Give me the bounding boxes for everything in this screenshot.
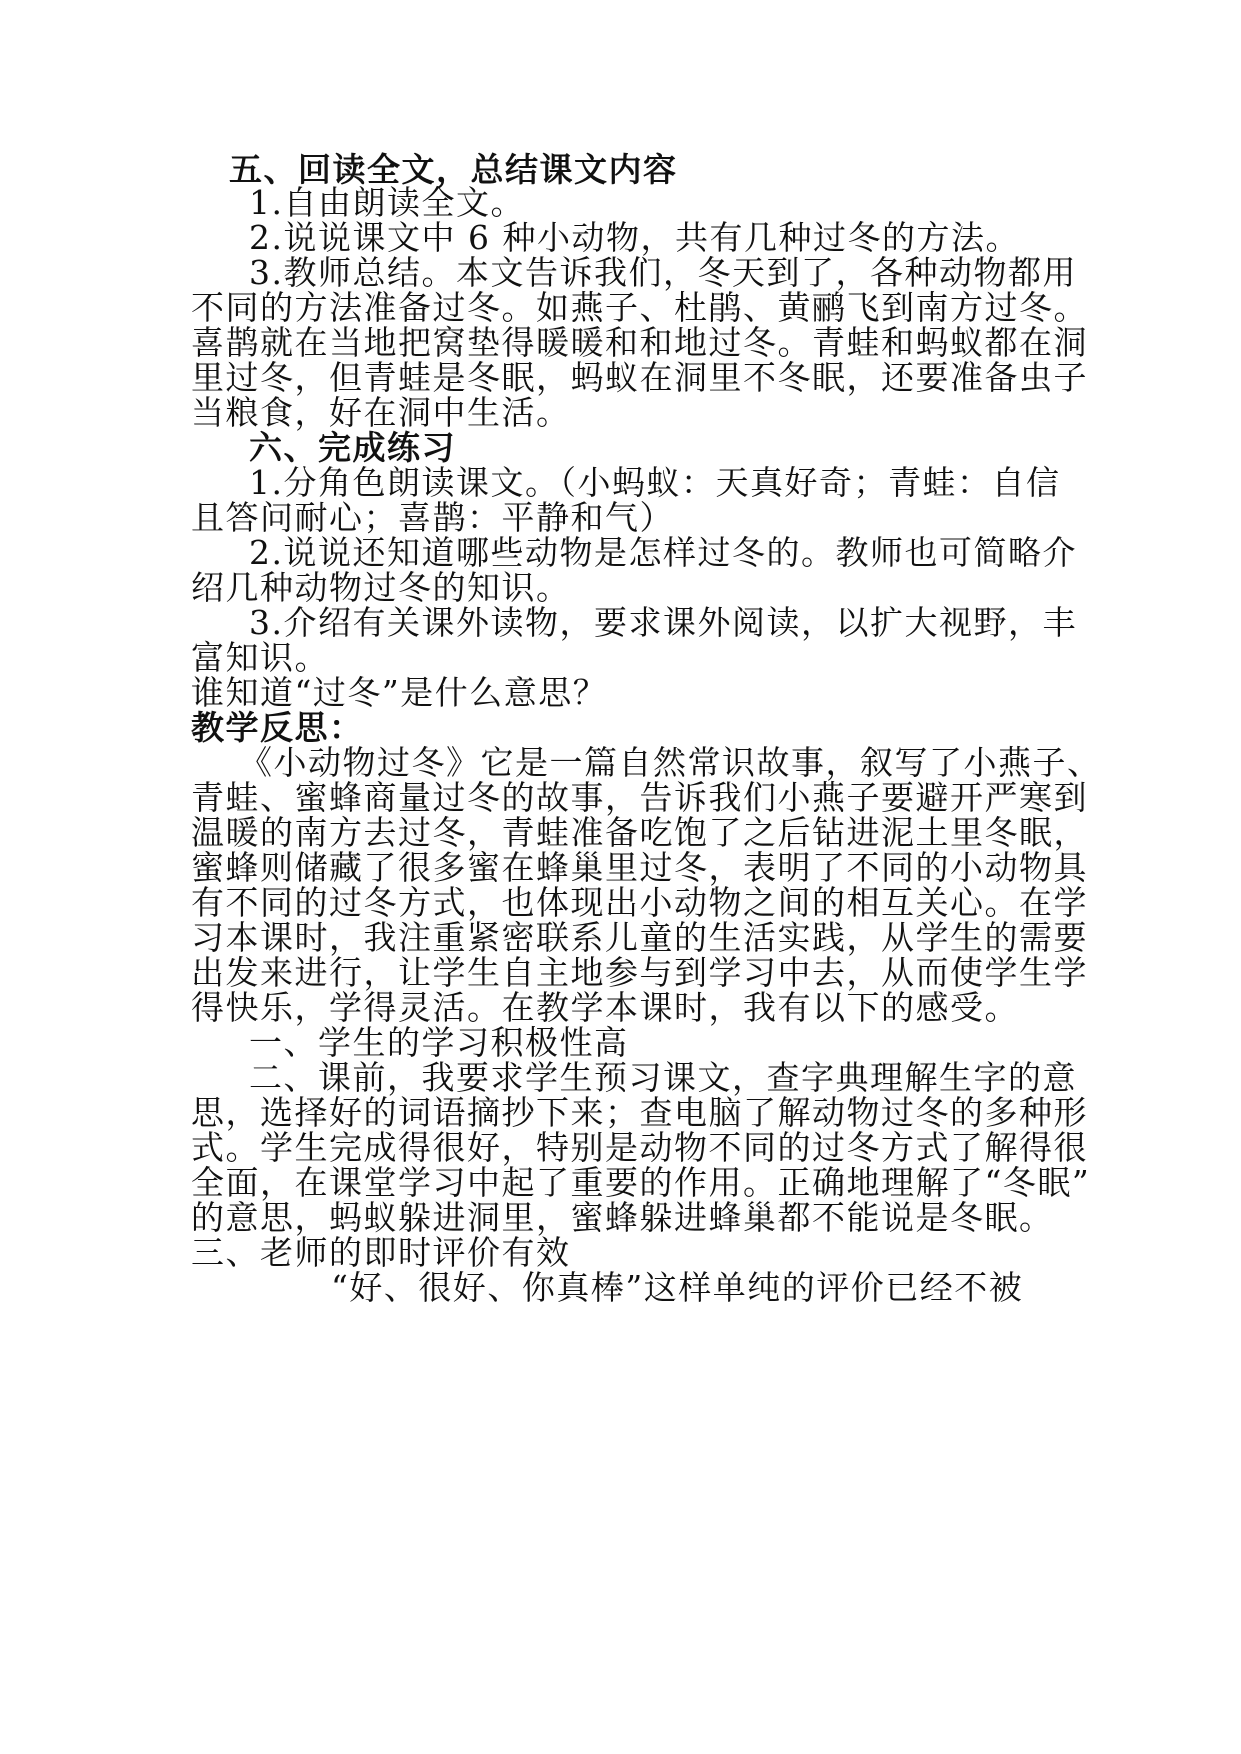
reflection-para-line: 温暖的南方去过冬，青蛙准备吃饱了之后钻进泥土里冬眠，: [191, 813, 1088, 852]
section6-item3-line: 富知识。: [191, 638, 329, 677]
section5-item2: 2.说说课文中 6 种小动物，共有几种过冬的方法。: [249, 218, 1020, 257]
reflection-point3-text: “好、很好、你真棒”这样单纯的评价已经不被: [331, 1268, 1024, 1307]
section6-heading: 六、完成练习: [249, 428, 456, 467]
section5-item3-line: 喜鹊就在当地把窝垫得暖暖和和地过冬。青蛙和蚂蚁都在洞: [191, 323, 1088, 362]
reflection-point1: 一、学生的学习积极性高: [249, 1023, 629, 1062]
reflection-point2-line: 全面，在课堂学习中起了重要的作用。正确地理解了“冬眠”: [191, 1163, 1091, 1202]
reflection-para-line: 出发来进行，让学生自主地参与到学习中去，从而使学生学: [191, 953, 1088, 992]
section6-question: 谁知道“过冬”是什么意思？: [191, 673, 608, 712]
reflection-para-line: 《小动物过冬》它是一篇自然常识故事，叙写了小燕子、: [239, 743, 1102, 782]
reflection-point3: 三、老师的即时评价有效: [191, 1233, 571, 1272]
section5-item1: 1.自由朗读全文。: [249, 183, 525, 222]
reflection-para-line: 蜜蜂则储藏了很多蜜在蜂巢里过冬，表明了不同的小动物具: [191, 848, 1088, 887]
section6-item2-line: 2.说说还知道哪些动物是怎样过冬的。教师也可简略介: [249, 533, 1077, 572]
reflection-point2-line: 式。学生完成得很好，特别是动物不同的过冬方式了解得很: [191, 1128, 1088, 1167]
section6-item3-line: 3.介绍有关课外读物，要求课外阅读，以扩大视野，丰: [249, 603, 1077, 642]
reflection-point2-line: 的意思，蚂蚁躲进洞里，蜜蜂躲进蜂巢都不能说是冬眠。: [191, 1198, 1054, 1237]
section6-item2-line: 绍几种动物过冬的知识。: [191, 568, 571, 607]
section6-item1-line: 且答问耐心；喜鹊：平静和气）: [191, 498, 674, 537]
section5-heading: 五、回读全文，总结课文内容: [229, 150, 678, 189]
reflection-para-line: 青蛙、蜜蜂商量过冬的故事，告诉我们小燕子要避开严寒到: [191, 778, 1088, 817]
reflection-heading: 教学反思：: [191, 708, 364, 747]
reflection-para-line: 得快乐，学得灵活。在教学本课时，我有以下的感受。: [191, 988, 1019, 1027]
section6-item1-line: 1.分角色朗读课文。（小蚂蚁：天真好奇；青蛙：自信: [249, 463, 1061, 502]
reflection-para-line: 有不同的过冬方式，也体现出小动物之间的相互关心。在学: [191, 883, 1088, 922]
section5-item3-line: 里过冬，但青蛙是冬眠，蚂蚁在洞里不冬眠，还要准备虫子: [191, 358, 1088, 397]
section5-item3-line: 3.教师总结。本文告诉我们，冬天到了，各种动物都用: [249, 253, 1077, 292]
reflection-para-line: 习本课时，我注重紧密联系儿童的生活实践，从学生的需要: [191, 918, 1088, 957]
reflection-point2-line: 二、课前，我要求学生预习课文，查字典理解生字的意: [249, 1058, 1077, 1097]
section5-item3-line: 不同的方法准备过冬。如燕子、杜鹃、黄鹂飞到南方过冬。: [191, 288, 1088, 327]
section5-item3-line: 当粮食，好在洞中生活。: [191, 393, 571, 432]
reflection-point2-line: 思，选择好的词语摘抄下来；查电脑了解动物过冬的多种形: [191, 1093, 1088, 1132]
